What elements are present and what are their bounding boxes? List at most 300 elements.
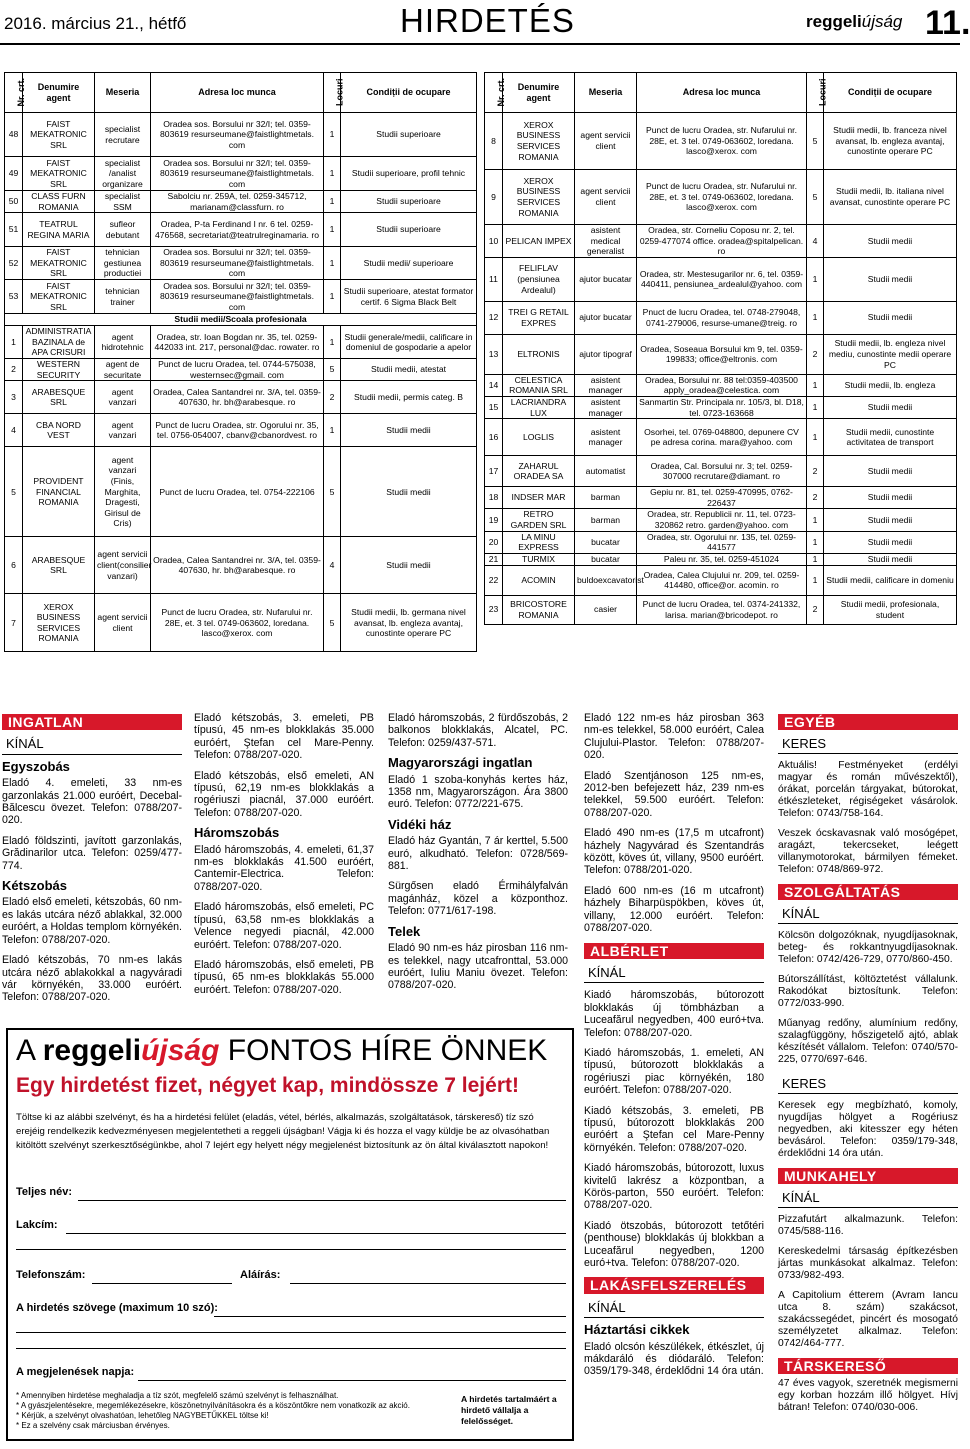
cell-agent: ADMINISTRATIA BAZINALA de APA CRISURI	[23, 326, 95, 359]
cell-meseria: agent hidrotehnic	[95, 326, 151, 359]
cell-meseria: agent servicii client(consilier vanzari)	[95, 537, 151, 594]
cell-locuri: 5	[324, 359, 341, 381]
cell-agent: PROVIDENT FINANCIAL ROMANIA	[23, 447, 95, 537]
cell-adresa: Punct de lucru Oradea, str. Nufarului nr. 28E, et. 3 tel. 0749-063602, loredana. lasco@xerox. com	[637, 170, 807, 225]
cell-agent: ACOMIN	[503, 565, 575, 595]
cell-agent: XEROX BUSINESS SERVICES ROMANIA	[503, 170, 575, 225]
heading-ketszobas: Kétszobás	[2, 878, 68, 894]
cell-locuri: 1	[324, 113, 341, 157]
category-ingatlan: INGATLAN	[2, 714, 182, 730]
cell-meseria: ajutor bucatar	[575, 257, 637, 301]
table-row	[5, 594, 477, 652]
ads-column-5	[778, 712, 958, 1422]
cell-meseria: barman	[575, 509, 637, 531]
cell-meseria: asistent manager	[575, 374, 637, 396]
cell-nr: 52	[5, 247, 23, 280]
cell-cond: Studii medii	[341, 537, 477, 594]
table-row	[5, 381, 477, 414]
cell-locuri: 1	[807, 419, 824, 456]
cell-agent: FAIST MEKATRONIC SRL	[23, 113, 95, 157]
cell-cond: Studii medii	[824, 553, 957, 565]
heading-magyarorszagi: Magyarországi ingatlan	[388, 755, 533, 771]
cell-nr: 51	[5, 213, 23, 247]
ad-text: Eladó háromszobás, 2 fürdőszobás, 2 balkonos blokklakás, Alcatel, PC. Telefon: 0259/437-571.	[388, 712, 568, 749]
ads-column-2	[194, 712, 374, 1004]
cell-adresa: Punct de lucru Oradea, tel. 0744-575038, westernsec@gmail. com	[151, 359, 324, 381]
cell-cond: Studii medii, lb. engleza nivel mediu, cunostinte medii operare PC	[824, 334, 957, 374]
cell-nr: 48	[5, 113, 23, 157]
cell-nr: 20	[485, 531, 503, 553]
cell-cond: Studii medii	[824, 225, 957, 258]
table-row	[485, 334, 957, 374]
cell-cond: Studii medii, lb. germana nivel avansat, lb. engleza avantaj, cunostinte operare PC	[341, 594, 477, 652]
cell-adresa: Punct de lucru Oradea, str. Nufarului nr. 28E, et. 3 tel. 0749-063602, loredana. lasco@xerox. com	[151, 594, 324, 652]
cell-nr: 50	[5, 191, 23, 213]
cell-agent: XEROX BUSINESS SERVICES ROMANIA	[23, 594, 95, 652]
table-row	[485, 170, 957, 225]
field-szoveg-line3[interactable]	[16, 1348, 566, 1349]
field-lakcim-line[interactable]	[66, 1233, 566, 1234]
cell-locuri: 2	[807, 334, 824, 374]
cell-meseria: casier	[575, 595, 637, 624]
ad-text: Kiadó háromszobás, bútorozott, luxus kivitelű lakrész a központban, a Körös-parton, 550 euróért. Telefon: 0788/207-020.	[584, 1162, 764, 1212]
cell-cond: Studii medii	[341, 447, 477, 537]
field-szoveg-label: A hirdetés szövege (maximum 10 szó):	[16, 1302, 218, 1314]
ad-text: Eladó földszinti, javított garzonlakás, Grădinarilor utca. Telefon: 0259/477-774.	[2, 834, 182, 872]
cell-cond: Studii medii, atestat	[341, 359, 477, 381]
ad-text: Keresek egy megbízható, komoly, nyugdíjas hölgyet a Rogériusz negyedben, aki kitesszer egy héten bevásárol. Telefon: 0359/179-348, érdeklődni 14 óra után.	[778, 1100, 958, 1159]
subcategory-keres: KERES	[778, 1074, 958, 1094]
cell-agent: CBA NORD VEST	[23, 414, 95, 447]
ads-column-3	[388, 712, 568, 1000]
header-rule	[0, 43, 960, 45]
cell-agent: FAIST MEKATRONIC SRL	[23, 157, 95, 191]
cell-nr: 12	[485, 301, 503, 334]
field-alairas-label: Aláírás:	[240, 1269, 281, 1281]
cell-adresa: Punct de lucru Oradea, tel. 0374-241332, larisa. marian@bricodepot. ro	[637, 595, 807, 624]
table-row	[485, 396, 957, 418]
cell-cond: Studii generale/medii, calificare in domeniul de gospodarie a apelor	[341, 326, 477, 359]
col-locuri: Locuri	[807, 73, 824, 113]
cell-locuri: 1	[807, 565, 824, 595]
cell-locuri: 1	[324, 414, 341, 447]
cell-locuri: 1	[324, 191, 341, 213]
field-telefon-line[interactable]	[92, 1283, 232, 1284]
cell-cond: Studii medii	[824, 456, 957, 487]
heading-videki: Vidéki ház	[388, 816, 452, 832]
cell-nr: 53	[5, 280, 23, 314]
cell-adresa: Punct de lucru Oradea, tel. 0754-222106	[151, 447, 324, 537]
issue-date: 2016. március 21., hétfő	[4, 14, 187, 33]
field-napok-line[interactable]	[138, 1380, 566, 1381]
cell-meseria: specialist recrutare	[95, 113, 151, 157]
table-row	[5, 113, 477, 157]
table-row	[485, 419, 957, 456]
coupon-notes: * Amennyiben hirdetése meghaladja a tíz szót, megfelelő számú szelvényt is felhasználhat. * A gyászjelentésekre, megemlékezésekre, köszönetnyilvánításokra és a köszöntőkre nem vonatkozik az akció. * Kérjük, a szelvényt olvashatóan, lehetőleg NAGYBETŰKKEL töltse ki! * Ez a szelvény csak márciusban érvényes.	[16, 1391, 410, 1430]
table-row	[485, 456, 957, 487]
cell-cond: Studii medii, lb. engleza	[824, 374, 957, 396]
ad-text: Eladó első emeleti, kétszobás, 60 nm-es lakás utcára néző ablakkal, 32.000 euróért, a Holdas templom környékén. Telefon: 0788/207-020.	[2, 896, 182, 946]
ad-text: 47 éves vagyok, szeretnék megismerni egy korban hozzám illő hölgyet. Hívj bátran! Telefon: 0740/030-006.	[778, 1378, 958, 1413]
cell-adresa: Oradea, Soseaua Borsului km 9, tel. 0359-199833; office@eltronis. com	[637, 334, 807, 374]
cell-nr: 49	[5, 157, 23, 191]
cell-nr: 17	[485, 456, 503, 487]
cell-meseria: bucatar	[575, 553, 637, 565]
cell-meseria: sufleor debutant	[95, 213, 151, 247]
cell-locuri: 1	[324, 213, 341, 247]
table-row	[5, 191, 477, 213]
jobs-table-left	[4, 72, 477, 652]
cell-cond: Studii superioare	[341, 213, 477, 247]
coupon-headline: A reggeliújság FONTOS HÍRE ÖNNEK	[16, 1034, 548, 1067]
cell-adresa: Oradea, str. Mestesugarilor nr. 6, tel. 0359-440411, pensiunea_ardealul@yahoo. com	[637, 257, 807, 301]
cell-adresa: Oradea, Calea Clujului nr. 209, tel. 0259-414480, office@or. acomin. ro	[637, 565, 807, 595]
cell-nr: 10	[485, 225, 503, 258]
cell-adresa: Sabolciu nr. 259A, tel. 0259-345712, marianam@classfurn. ro	[151, 191, 324, 213]
cell-cond: Studii medii	[824, 257, 957, 301]
cell-cond: Studii medii, profesionala, student	[824, 595, 957, 624]
ad-text: Eladó 122 nm-es ház pirosban 363 nm-es telekkel, 58.000 euróért, Calea Clujului-Plastor. Telefon: 0788/207-020.	[584, 712, 764, 762]
cell-locuri: 1	[324, 280, 341, 314]
cell-adresa: Oradea sos. Borsului nr 32/I; tel. 0359-803619 resurseumane@faistlightmetals. com	[151, 113, 324, 157]
table-row	[485, 531, 957, 553]
ad-text: Eladó olcsón készülékek, étkészlet, új mákdaráló és diódaráló. Telefon: 0359/179-348, érdeklődni 14 óra után.	[584, 1340, 764, 1378]
page-header	[0, 0, 970, 44]
cell-nr: 22	[485, 565, 503, 595]
cell-adresa: Paleu nr. 35, tel. 0259-451024	[637, 553, 807, 565]
cell-adresa: Oradea, str. Republicii nr. 11, tel. 0723-320862 retro. garden@yahoo. com	[637, 509, 807, 531]
ad-text: Kiadó háromszobás, 1. emeleti, AN típusú, bútorozott blokklakás a rogériuszi piac környékén, 180 euróért. Telefon: 0788/207-020.	[584, 1046, 764, 1097]
ads-column-1	[2, 712, 182, 1012]
cell-locuri: 1	[807, 553, 824, 565]
table-row	[485, 225, 957, 258]
table-row	[485, 257, 957, 301]
cell-nr: 8	[485, 113, 503, 170]
cell-adresa: Oradea sos. Borsului nr 32/I; tel. 0359-803619 resurseumane@faistlightmetals. com	[151, 157, 324, 191]
ad-text: Eladó háromszobás, első emeleti, PC típusú, 63,58 nm-es blokklakás a Velence negyedi piacnál, 42.000 euróért. Telefon: 0788/207-020.	[194, 901, 374, 951]
col-adresa: Adresa loc munca	[151, 73, 324, 113]
table-row	[5, 414, 477, 447]
cell-meseria: ajutor bucatar	[575, 301, 637, 334]
cell-nr: 19	[485, 509, 503, 531]
cell-meseria: agent vanzari (Finis, Marghita, Dragesti, Girisul de Cris)	[95, 447, 151, 537]
cell-locuri: 5	[324, 447, 341, 537]
col-agent: Denumire agent	[23, 73, 95, 113]
col-meseria: Meseria	[575, 73, 637, 113]
cell-adresa: Oradea, Borsului nr. 88 tel:0359-403500 apply_oradea@celestica. com	[637, 374, 807, 396]
cell-adresa: Sanmartin Str. Principala nr. 105/3, bl. D18, tel. 0723-163668	[637, 396, 807, 418]
col-nr: Nr. crt.	[5, 73, 23, 113]
coupon-intro: Töltse ki az alábbi szelvényt, és ha a hirdetési felület (eladás, vétel, bérlés, alkalmazás, szolgáltatások, társkereső) tíz szó erejéig rendelkezik kedvezményesen megjelentetheti a reggeli újságban! Vágja ki és hozza el vagy küldje be az olvasóhatban kitöltött szelvényt szerkesztőségünkbe, ahol 7 lejért egy helyett négy megjelenést biztosítunk az ön által kiválasztott napokon!	[16, 1112, 550, 1151]
cell-nr: 6	[5, 537, 23, 594]
cell-cond: Studii superioare	[341, 191, 477, 213]
ad-text: Eladó háromszobás, első emeleti, PB típusú, 65 nm-es blokklakás 55.000 euróért. Telefon: 0788/207-020.	[194, 958, 374, 996]
table-row	[5, 157, 477, 191]
cell-nr: 4	[5, 414, 23, 447]
cell-agent: INDSER MAR	[503, 487, 575, 509]
cell-meseria: bucatar	[575, 531, 637, 553]
ad-text: Eladó ház Gyantán, 7 ár kerttel, 5.500 euró, alkudható. Telefon: 0728/569-881.	[388, 835, 568, 873]
category-munkahely: MUNKAHELY	[778, 1168, 958, 1184]
cell-meseria: asistent manager	[575, 419, 637, 456]
table-row	[485, 509, 957, 531]
cell-nr: 11	[485, 257, 503, 301]
col-agent: Denumire agent	[503, 73, 575, 113]
page-title: HIRDETÉS	[400, 2, 575, 39]
table-row	[485, 595, 957, 624]
category-lakasfelszereles: LAKÁSFELSZERELÉS	[584, 1277, 764, 1293]
cell-locuri: 1	[807, 531, 824, 553]
category-alberlet: ALBÉRLET	[584, 943, 764, 959]
cell-adresa: Oradea, Calea Santandrei nr. 3/A, tel. 0359-407630, hr. bh@arabesque. ro	[151, 537, 324, 594]
cell-nr: 14	[485, 374, 503, 396]
table-row	[485, 374, 957, 396]
cell-agent: CLASS FURN ROMANIA	[23, 191, 95, 213]
cell-adresa: Gepiu nr. 81, tel. 0259-470995, 0762-226437	[637, 487, 807, 509]
table-row	[485, 301, 957, 334]
col-conditii: Condiții de ocupare	[341, 73, 477, 113]
coupon-slogan: Egy hirdetést fizet, négyet kap, mindössze 7 lejért!	[16, 1074, 519, 1097]
cell-locuri: 1	[807, 257, 824, 301]
cell-meseria: automatist	[575, 456, 637, 487]
subcategory-kinal: KÍNÁL	[584, 963, 764, 983]
cell-agent: WESTERN SECURITY	[23, 359, 95, 381]
cell-meseria: agent vanzari	[95, 414, 151, 447]
ad-text: Eladó 490 nm-es (17,5 m utcafront) házhely Nagyvárad és Szentandrás között, köves út, villany, 9500 euróért. Telefon: 0788/201-020.	[584, 827, 764, 877]
cell-cond: Studii medii	[824, 396, 957, 418]
ad-text: Eladó 90 nm-es ház pirosban 116 nm-es telekkel, nagy utcafronttal, 53.000 euróért, Iuliu Maniu övezet. Telefon: 0788/207-020.	[388, 942, 568, 992]
table-row	[485, 113, 957, 170]
category-tarskereso: TÁRSKERESŐ	[778, 1358, 958, 1374]
cell-adresa: Punct de lucru Oradea, str. Ogorului nr. 35, tel. 0756-054007, cbanv@cbanordvest. ro	[151, 414, 324, 447]
ad-text: Eladó 1 szoba-konyhás kertes ház, 1358 nm, Magyarországon. Ára 3800 euró. Telefon: 0772/221-675.	[388, 773, 568, 811]
cell-agent: TURMIX	[503, 553, 575, 565]
cell-locuri: 1	[807, 396, 824, 418]
cell-nr: 21	[485, 553, 503, 565]
subcategory-kinal: KÍNÁL	[778, 904, 958, 924]
field-telefon-label: Telefonszám:	[16, 1269, 86, 1281]
field-nev-label: Teljes név:	[16, 1186, 73, 1198]
cell-cond: Studii medii	[824, 531, 957, 553]
table-row	[485, 553, 957, 565]
cell-cond: Studii medii, cunostinte activitatea de transport	[824, 419, 957, 456]
cell-agent: LA MINU EXPRESS	[503, 531, 575, 553]
ad-text: Eladó háromszobás, 4. emeleti, 61,37 nm-es blokklakás 41.500 euróért, Cantemir-Electrica. Telefon: 0788/207-020.	[194, 843, 374, 893]
jobs-table-right	[484, 72, 957, 625]
cell-nr: 2	[5, 359, 23, 381]
cell-cond: Studii medii, lb. franceza nivel avansat, lb. engleza avantaj, cunostinte operare PC	[824, 113, 957, 170]
cell-adresa: Pnuct de lucru Oradea, tel. 0748-279048, 0741-279006, resurse-umane@treig. ro	[637, 301, 807, 334]
cell-meseria: specialist SSM	[95, 191, 151, 213]
cell-agent: FAIST MEKATRONIC SRL	[23, 247, 95, 280]
cell-meseria: asistent manager	[575, 396, 637, 418]
ad-text: Eladó Szentjánoson 125 nm-es, 2012-ben befejezett ház, 239 nm-es telekkel, 59.500 euróért. Telefon: 0788/207-020.	[584, 769, 764, 819]
cell-agent: BRICOSTORE ROMANIA	[503, 595, 575, 624]
cell-adresa: Oradea sos. Borsului nr 32/I; tel. 0359-803619 resurseumane@faistlightmetals. com	[151, 280, 324, 314]
cell-locuri: 1	[807, 509, 824, 531]
subcategory-keres: KERES	[778, 734, 958, 754]
cell-nr: 9	[485, 170, 503, 225]
heading-telek: Telek	[388, 923, 421, 939]
ad-text: Eladó 600 nm-es (16 m utcafront) házhely Biharpüspökben, köves út, villany, 12.000 euróért. Telefon: 0788/207-020.	[584, 884, 764, 935]
ad-text: Veszek ócskavasnak való mosógépet, aragázt, tekercseket, leégett villanymotorokat, bármilyen fémeket. Telefon: 0748/869-972.	[778, 828, 958, 875]
heading-haztartasi: Háztartási cikkek	[584, 1322, 690, 1338]
cell-agent: ELTRONIS	[503, 334, 575, 374]
cell-cond: Studii medii	[824, 509, 957, 531]
cell-locuri: 1	[324, 326, 341, 359]
cell-locuri: 1	[324, 157, 341, 191]
cell-nr: 15	[485, 396, 503, 418]
ad-text: Eladó 4. emeleti, 33 nm-es garzonlakás 21.000 euróért, Decebal-Bălcescu övezet. Telefon: 0788/207-020.	[2, 777, 182, 827]
ad-text: Kölcsön dolgozóknak, nyugdíjasoknak, beteg- és rokkantnyugdíjasoknak. Telefon: 0742/426-729, 0770/860-450.	[778, 930, 958, 965]
cell-adresa: Oradea, str. Corneliu Coposu nr. 2, tel. 0259-477074 office. oradea@spitalpelican. ro	[637, 225, 807, 258]
page-number: 11.	[925, 4, 970, 42]
cell-meseria: tehnician trainer	[95, 280, 151, 314]
field-lakcim-line2[interactable]	[16, 1249, 566, 1250]
ad-text: Kiadó ötszobás, bútorozott tetőtéri (penthouse) blokklakás új blokkban a Luceafărul negyedben, 1200 euró+tva. Telefon: 0788/207-020.	[584, 1219, 764, 1270]
category-szolgaltatas: SZOLGÁLTATÁS	[778, 884, 958, 900]
cell-adresa: Punct de lucru Oradea, str. Nufarului nr. 28E, et. 3 tel. 0749-063602, loredana. lasco@xerox. com	[637, 113, 807, 170]
ad-text: Kiadó kétszobás, 3. emeleti, PB típusú, bútorozott blokklakás 200 euróért a Ştefan cel Mare-Penny környékén. Telefon: 0788/207-020.	[584, 1104, 764, 1154]
table-row	[485, 487, 957, 509]
cell-meseria: specialist /analist organizare	[95, 157, 151, 191]
cell-cond: Studii medii, lb. italiana nivel avansat, cunostinte operare PC	[824, 170, 957, 225]
cell-cond: Studii medii/ superioare	[341, 247, 477, 280]
cell-locuri: 2	[807, 456, 824, 487]
cell-agent: ZAHARUL ORADEA SA	[503, 456, 575, 487]
ad-text: Sürgősen eladó Érmihályfalván magánház, közel a központhoz. Telefon: 0771/617-198.	[388, 880, 568, 918]
col-adresa: Adresa loc munca	[637, 73, 807, 113]
cell-agent: RETRO GARDEN SRL	[503, 509, 575, 531]
cell-agent: LOGLIS	[503, 419, 575, 456]
cell-meseria: tehnician gestiunea productiei	[95, 247, 151, 280]
cell-locuri: 2	[807, 487, 824, 509]
field-nev-line[interactable]	[78, 1200, 566, 1201]
cell-adresa: Osorhei, tel. 0769-048800, depunere CV pe adresa corina. mara@yahoo. com	[637, 419, 807, 456]
ad-text: Eladó kétszobás, első emeleti, AN típusú, 62,19 nm-es blokklakás a rogériuszi piacnál, 37.000 euróért. Telefon: 0788/207-020.	[194, 769, 374, 819]
cell-nr: 18	[485, 487, 503, 509]
cell-agent: ARABESQUE SRL	[23, 381, 95, 414]
col-locuri: Locuri	[324, 73, 341, 113]
cell-agent: FELIFLAV (pensiunea Ardealul)	[503, 257, 575, 301]
cell-cond: Studii medii, calificare in domeniu	[824, 565, 957, 595]
table-row	[5, 280, 477, 314]
ad-text: Eladó kétszobás, 3. emeleti, PB típusú, 45 nm-es blokklakás 35.000 euróért, Ştefan cel Mare-Penny. Telefon: 0788/207-020.	[194, 712, 374, 762]
cell-cond: Studii superioare, atestat formator certif. 6 Sigma Black Belt	[341, 280, 477, 314]
field-napok-label: A megjelenések napja:	[16, 1366, 135, 1378]
cell-adresa: Oradea, str. Ioan Bogdan nr. 35, tel. 0259-442033 int. 217, personal@dac. rowater. ro	[151, 326, 324, 359]
cell-agent: TEATRUL REGINA MARIA	[23, 213, 95, 247]
cell-meseria: barman	[575, 487, 637, 509]
subcategory-kinal: KÍNÁL	[778, 1188, 958, 1208]
cell-nr: 5	[5, 447, 23, 537]
coupon-responsibility: A hirdetés tartalmáért a hirdető vállalja a felelősséget.	[461, 1394, 557, 1426]
newspaper-logo: reggeliújság	[806, 12, 903, 31]
ad-text: Aktuális! Festményeket (erdélyi magyar és román művészektől), órákat, porcelán tárgyakat, bútorokat, étkészleteket, régiségeket vásárolok. Telefon: 0743/758-164.	[778, 760, 958, 819]
cell-nr: 16	[485, 419, 503, 456]
cell-agent: FAIST MEKATRONIC SRL	[23, 280, 95, 314]
cell-cond: Studii superioare	[341, 113, 477, 157]
category-egyeb: EGYÉB	[778, 714, 958, 730]
cell-meseria: agent de securitate	[95, 359, 151, 381]
cell-meseria: asistent medical generalist	[575, 225, 637, 258]
cell-locuri: 5	[807, 170, 824, 225]
cell-cond: Studii medii, permis categ. B	[341, 381, 477, 414]
cell-locuri: 5	[807, 113, 824, 170]
ad-text: Kiadó háromszobás, bútorozott blokklakás új tömbházban a Luceafărul negyedben, 400 euró+tva. Telefon: 0788/207-020.	[584, 989, 764, 1039]
cell-locuri: 4	[807, 225, 824, 258]
col-conditii: Condiții de ocupare	[824, 73, 957, 113]
cell-agent: XEROX BUSINESS SERVICES ROMANIA	[503, 113, 575, 170]
table-row	[5, 447, 477, 537]
ad-text: A Capitolium étterem (Avram Iancu utca 8. szám) szakácsot, szakácssegédet, pincért és mosogató személyzetet alkalmaz. Telefon: 0742/464-777.	[778, 1290, 958, 1349]
cell-locuri: 5	[324, 594, 341, 652]
cell-nr: 7	[5, 594, 23, 652]
cell-locuri: 2	[324, 381, 341, 414]
cell-meseria: agent servicii client	[575, 170, 637, 225]
cell-cond: Studii superioare, profil tehnic	[341, 157, 477, 191]
cell-locuri: 1	[324, 247, 341, 280]
cell-cond: Studii medii	[824, 301, 957, 334]
cell-adresa: Oradea, Cal. Borsului nr. 3; tel. 0259-307000 recrutare@diamant. ro	[637, 456, 807, 487]
table-row	[5, 247, 477, 280]
table-row	[5, 359, 477, 381]
field-szoveg-line2[interactable]	[16, 1332, 566, 1333]
cell-adresa: Oradea, Calea Santandrei nr. 3/A, tel. 0359-407630, hr. bh@arabesque. ro	[151, 381, 324, 414]
cell-meseria: agent vanzari	[95, 381, 151, 414]
ad-text: Pizzafutárt alkalmazunk. Telefon: 0745/588-116.	[778, 1214, 958, 1237]
cell-locuri: 1	[807, 301, 824, 334]
cell-meseria: agent servicii client	[575, 113, 637, 170]
field-lakcim-label: Lakcím:	[16, 1219, 58, 1231]
heading-egyszobas: Egyszobás	[2, 758, 70, 774]
cell-cond: Studii medii	[824, 487, 957, 509]
ad-text: Eladó kétszobás, 70 nm-es lakás utcára néző ablakokkal a nagyváradi vár környékén, 33.000 euróért. Telefon: 0788/207-020.	[2, 954, 182, 1004]
table-row	[5, 213, 477, 247]
ad-text: Kereskedelmi társaság építkezésben jártas munkásokat alkalmaz. Telefon: 0733/982-493.	[778, 1246, 958, 1281]
cell-agent: TREI G RETAIL EXPRES	[503, 301, 575, 334]
col-meseria: Meseria	[95, 73, 151, 113]
table-row	[5, 326, 477, 359]
subcategory-kinal: KÍNÁL	[2, 734, 182, 754]
table-row	[5, 537, 477, 594]
cell-adresa: Oradea, str. Ogorului nr. 135, tel. 0259-441577	[637, 531, 807, 553]
field-alairas-line[interactable]	[290, 1283, 566, 1284]
ad-text: Bútorszállítást, költöztetést vállalunk. Rakodókat biztosítunk. Telefon: 0772/033-990.	[778, 974, 958, 1009]
cell-nr: 13	[485, 334, 503, 374]
heading-haromszobas: Háromszobás	[194, 825, 280, 841]
cell-adresa: Oradea, P-ta Ferdinand I nr. 6 tel. 0259-476568, secretariat@teatrulreginamaria. ro	[151, 213, 324, 247]
cell-nr: 23	[485, 595, 503, 624]
ad-coupon-form	[6, 1028, 574, 1441]
cell-agent: CELESTICA ROMANIA SRL	[503, 374, 575, 396]
cell-locuri: 1	[807, 374, 824, 396]
ad-text: Műanyag redőny, alumínium redőny, szalagfüggöny, hőszigetelő ajtó, ablak készítését vállalom. Telefon: 0740/570-225, 0770/697-646.	[778, 1018, 958, 1065]
field-szoveg-line[interactable]	[214, 1316, 566, 1317]
cell-meseria: ajutor tipograf	[575, 334, 637, 374]
table-row	[485, 565, 957, 595]
ads-column-4	[584, 712, 764, 1386]
cell-locuri: 4	[324, 537, 341, 594]
col-nr: Nr. crt.	[485, 73, 503, 113]
cell-nr: 3	[5, 381, 23, 414]
cell-meseria: agent servicii client	[95, 594, 151, 652]
cell-adresa: Oradea sos. Borsului nr 32/I; tel. 0359-803619 resurseumane@faistlightmetals. com	[151, 247, 324, 280]
section-title: Studii medii/Scoala profesionala	[5, 314, 477, 326]
cell-locuri: 2	[807, 595, 824, 624]
cell-cond: Studii medii	[341, 414, 477, 447]
cell-agent: PELICAN IMPEX	[503, 225, 575, 258]
